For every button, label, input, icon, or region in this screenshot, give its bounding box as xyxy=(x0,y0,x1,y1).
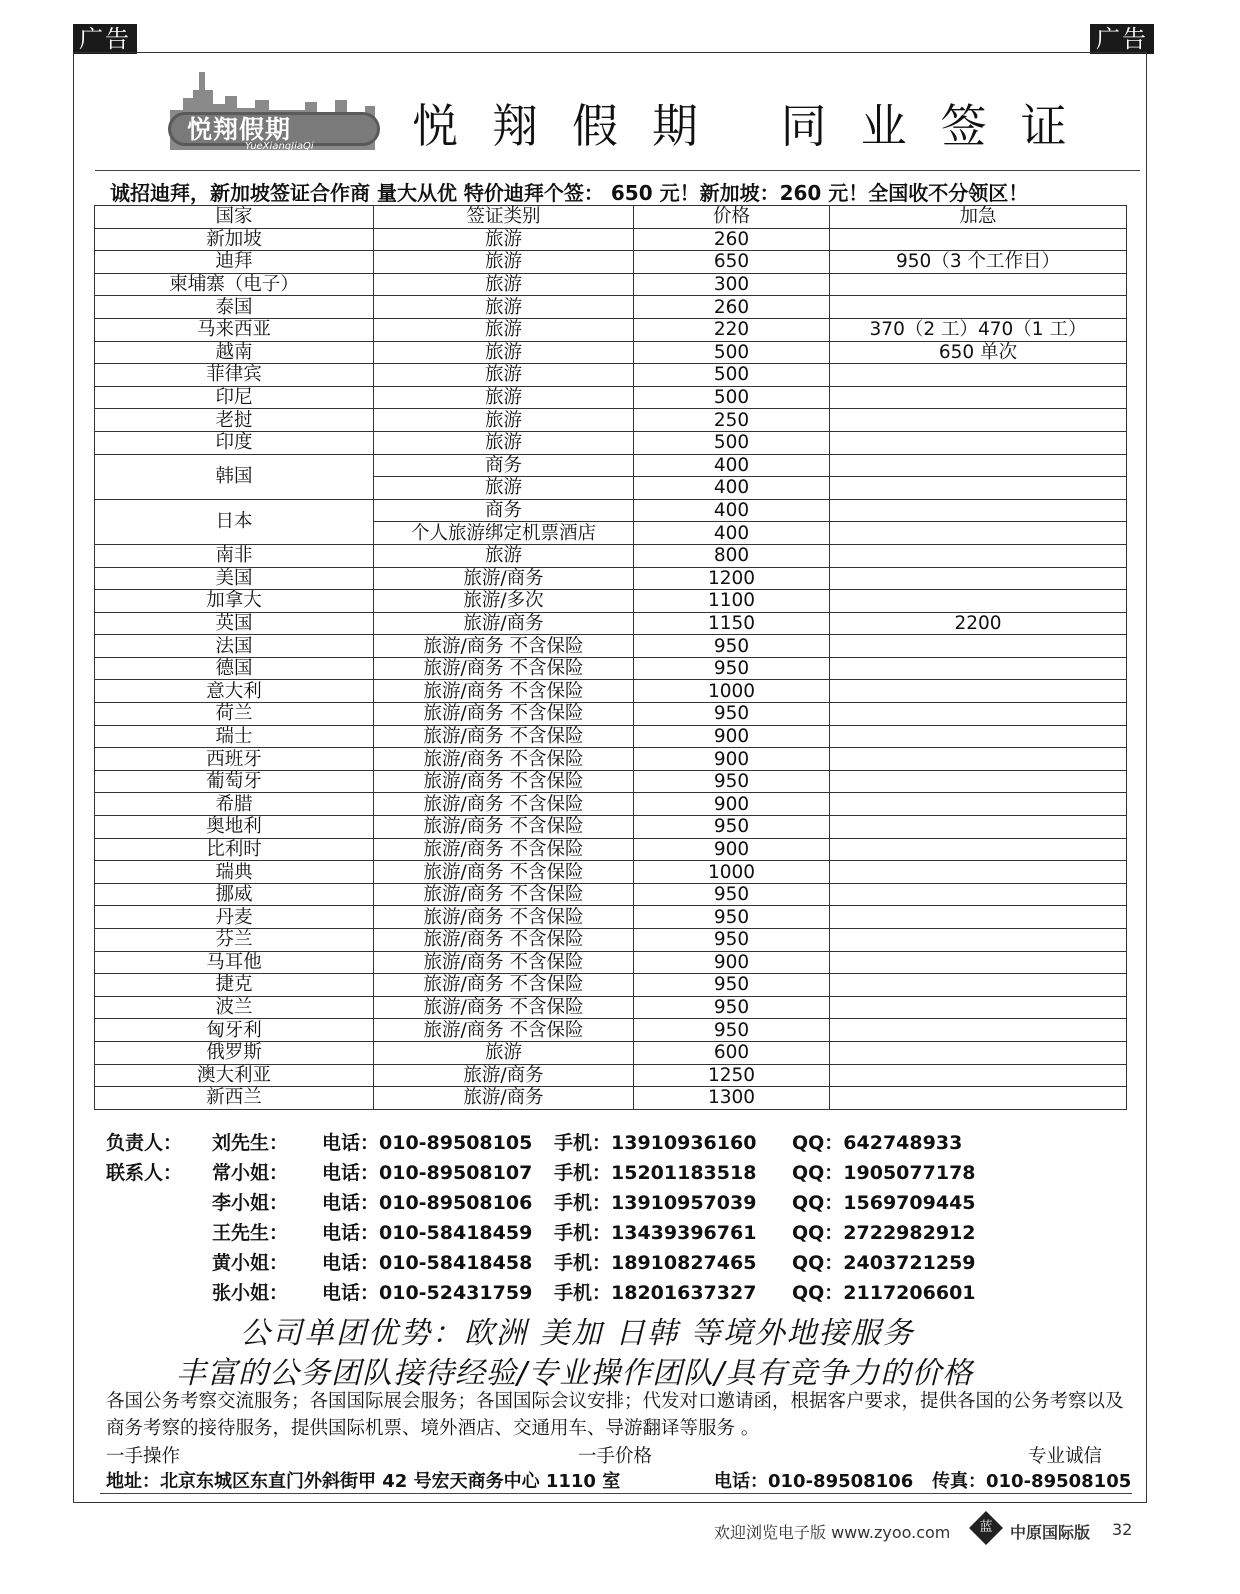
table-row xyxy=(95,364,1127,387)
cell-price: 950 xyxy=(634,816,830,839)
cell-visa-type: 旅游 xyxy=(374,251,634,274)
page-number: 32 xyxy=(1112,1520,1133,1539)
cell-price: 900 xyxy=(634,838,830,861)
cell-rush xyxy=(830,748,1127,771)
header-rush: 加急 xyxy=(830,206,1127,229)
logo-pinyin: YueXiangJiaQi xyxy=(245,141,314,152)
cell-price: 950 xyxy=(634,770,830,793)
table-row xyxy=(95,341,1127,364)
cell-price: 220 xyxy=(634,318,830,341)
table-row xyxy=(95,612,1127,635)
cell-country: 韩国 xyxy=(95,454,374,499)
table-row xyxy=(95,544,1127,567)
cell-price: 400 xyxy=(634,499,830,522)
contact-qq: QQ：2722982912 xyxy=(792,1222,976,1244)
cell-country: 瑞士 xyxy=(95,725,374,748)
cell-rush xyxy=(830,544,1127,567)
edition-name: 中原国际版 xyxy=(1010,1523,1091,1542)
cell-rush xyxy=(830,816,1127,839)
cell-country: 西班牙 xyxy=(95,748,374,771)
cell-country: 老挝 xyxy=(95,409,374,432)
table-row xyxy=(95,1064,1127,1087)
cell-price: 950 xyxy=(634,703,830,726)
cell-country: 挪威 xyxy=(95,883,374,906)
cell-visa-type: 旅游/商务 不含保险 xyxy=(374,929,634,952)
cell-visa-type: 旅游 xyxy=(374,318,634,341)
cell-visa-type: 旅游/商务 不含保险 xyxy=(374,680,634,703)
table-row xyxy=(95,635,1127,658)
address-fax: 传真：010-89508105 xyxy=(932,1471,1132,1492)
cell-rush xyxy=(830,386,1127,409)
cell-price: 950 xyxy=(634,883,830,906)
table-row xyxy=(95,567,1127,590)
cell-rush xyxy=(830,657,1127,680)
cell-country: 新西兰 xyxy=(95,1087,374,1110)
contact-mobile: 手机：13439396761 xyxy=(554,1222,757,1244)
visa-price-table xyxy=(94,205,1127,1110)
cell-rush: 950（3 个工作日） xyxy=(830,251,1127,274)
table-row xyxy=(95,906,1127,929)
cell-country: 美国 xyxy=(95,567,374,590)
table-row xyxy=(95,251,1127,274)
cell-price: 1000 xyxy=(634,680,830,703)
cell-price: 400 xyxy=(634,477,830,500)
cell-price: 500 xyxy=(634,431,830,454)
contact-qq: QQ：1569709445 xyxy=(792,1192,976,1214)
cell-price: 900 xyxy=(634,725,830,748)
contact-name: 刘先生： xyxy=(212,1132,289,1154)
cell-country: 瑞典 xyxy=(95,861,374,884)
cell-rush xyxy=(830,1019,1127,1042)
company-logo xyxy=(165,70,385,158)
cell-price: 1200 xyxy=(634,567,830,590)
contact-phone: 电话：010-52431759 xyxy=(322,1282,533,1304)
cell-country: 丹麦 xyxy=(95,906,374,929)
cell-price: 400 xyxy=(634,454,830,477)
cell-country: 加拿大 xyxy=(95,590,374,613)
contact-name: 王先生： xyxy=(212,1222,289,1244)
cell-rush: 2200 xyxy=(830,612,1127,635)
contact-name: 常小姐： xyxy=(212,1162,289,1184)
cell-rush xyxy=(830,974,1127,997)
cell-rush xyxy=(830,635,1127,658)
table-row xyxy=(95,929,1127,952)
cell-visa-type: 旅游/商务 xyxy=(374,567,634,590)
visa-table-body xyxy=(95,228,1127,1109)
contact-qq: QQ：2403721259 xyxy=(792,1252,976,1274)
cell-rush xyxy=(830,703,1127,726)
cell-country: 印尼 xyxy=(95,386,374,409)
cell-visa-type: 旅游/商务 不含保险 xyxy=(374,725,634,748)
cell-visa-type: 旅游 xyxy=(374,296,634,319)
cell-country: 越南 xyxy=(95,341,374,364)
cell-visa-type: 旅游/多次 xyxy=(374,590,634,613)
cell-visa-type: 旅游/商务 不含保险 xyxy=(374,635,634,658)
cell-visa-type: 旅游 xyxy=(374,1041,634,1064)
cell-rush xyxy=(830,567,1127,590)
cell-price: 900 xyxy=(634,748,830,771)
cell-country: 柬埔寨（电子） xyxy=(95,273,374,296)
contact-role-label: 联系人： xyxy=(106,1162,183,1184)
cell-rush xyxy=(830,431,1127,454)
cell-country: 捷克 xyxy=(95,974,374,997)
cell-price: 1150 xyxy=(634,612,830,635)
cell-visa-type: 旅游/商务 xyxy=(374,612,634,635)
cell-country: 印度 xyxy=(95,431,374,454)
service-description: 各国公务考察交流服务；各国国际展会服务；各国国际会议安排；代发对口邀请函，根据客户要求，提供各国的公务考察以及商务考察的接待服务，提供国际机票、境外酒店、交通用车、导游翻译等服务 。 xyxy=(106,1391,1124,1439)
cell-rush xyxy=(830,590,1127,613)
header-visa-type: 签证类别 xyxy=(374,206,634,229)
site-welcome-link[interactable]: 欢迎浏览电子版 www.zyoo.com xyxy=(714,1523,951,1542)
cell-visa-type: 旅游 xyxy=(374,431,634,454)
contact-qq: QQ：2117206601 xyxy=(792,1282,976,1304)
cell-price: 500 xyxy=(634,386,830,409)
cell-rush xyxy=(830,861,1127,884)
cell-rush xyxy=(830,228,1127,251)
cell-visa-type: 旅游/商务 不含保险 xyxy=(374,996,634,1019)
contact-phone: 电话：010-58418458 xyxy=(322,1252,533,1274)
cell-price: 260 xyxy=(634,296,830,319)
cell-visa-type: 旅游 xyxy=(374,477,634,500)
table-row xyxy=(95,883,1127,906)
table-row xyxy=(95,770,1127,793)
cell-visa-type: 商务 xyxy=(374,499,634,522)
cell-price: 800 xyxy=(634,544,830,567)
experience-slogan: 丰富的公务团队接待经验/专业操作团队/具有竞争力的价格 xyxy=(176,1356,974,1391)
cell-visa-type: 旅游 xyxy=(374,364,634,387)
table-row xyxy=(95,816,1127,839)
cell-visa-type: 旅游/商务 不含保险 xyxy=(374,748,634,771)
cell-country: 法国 xyxy=(95,635,374,658)
cell-country: 菲律宾 xyxy=(95,364,374,387)
cell-country: 南非 xyxy=(95,544,374,567)
contact-mobile: 手机：13910957039 xyxy=(554,1192,757,1214)
contact-phone: 电话：010-89508105 xyxy=(322,1132,533,1154)
table-row xyxy=(95,657,1127,680)
table-row xyxy=(95,951,1127,974)
cell-rush xyxy=(830,273,1127,296)
cell-visa-type: 商务 xyxy=(374,454,634,477)
contact-mobile: 手机：18910827465 xyxy=(554,1252,757,1274)
table-row xyxy=(95,680,1127,703)
table-row xyxy=(95,318,1127,341)
edition-badge-text: 蓝 xyxy=(979,1520,993,1535)
contact-name: 李小姐： xyxy=(212,1192,289,1214)
cell-rush: 370（2 工）470（1 工） xyxy=(830,318,1127,341)
table-row xyxy=(95,748,1127,771)
cell-price: 1100 xyxy=(634,590,830,613)
cell-rush: 650 单次 xyxy=(830,341,1127,364)
cell-price: 600 xyxy=(634,1041,830,1064)
advantage-slogan: 公司单团优势：欧洲 美加 日韩 等境外地接服务 xyxy=(240,1316,915,1351)
company-title: 悦翔假期 同业签证 xyxy=(412,99,1101,153)
header-price: 价格 xyxy=(634,206,830,229)
cell-price: 900 xyxy=(634,951,830,974)
cell-price: 1250 xyxy=(634,1064,830,1087)
table-row xyxy=(95,409,1127,432)
cell-price: 500 xyxy=(634,364,830,387)
cell-price: 260 xyxy=(634,228,830,251)
cell-country: 葡萄牙 xyxy=(95,770,374,793)
contact-qq: QQ：1905077178 xyxy=(792,1162,976,1184)
cell-visa-type: 旅游 xyxy=(374,341,634,364)
company-address: 地址：北京东城区东直门外斜街甲 42 号宏天商务中心 1110 室 xyxy=(106,1471,621,1492)
cell-visa-type: 旅游 xyxy=(374,228,634,251)
contact-qq: QQ：642748933 xyxy=(792,1132,963,1154)
cell-visa-type: 旅游/商务 不含保险 xyxy=(374,770,634,793)
table-row xyxy=(95,703,1127,726)
cell-rush xyxy=(830,929,1127,952)
cell-country: 泰国 xyxy=(95,296,374,319)
contact-mobile: 手机：15201183518 xyxy=(554,1162,757,1184)
cell-price: 500 xyxy=(634,341,830,364)
cell-country: 马来西亚 xyxy=(95,318,374,341)
cell-visa-type: 个人旅游绑定机票酒店 xyxy=(374,522,634,545)
ad-tag-left: 广告 xyxy=(73,24,137,54)
header-divider xyxy=(95,170,1140,171)
cell-price: 650 xyxy=(634,251,830,274)
cell-rush xyxy=(830,477,1127,500)
contact-role-label: 负责人： xyxy=(106,1132,183,1154)
cell-country: 英国 xyxy=(95,612,374,635)
cell-rush xyxy=(830,1064,1127,1087)
cell-price: 950 xyxy=(634,1019,830,1042)
motto-professional-integrity: 专业诚信 xyxy=(1028,1446,1103,1467)
cell-price: 950 xyxy=(634,974,830,997)
cell-price: 1300 xyxy=(634,1087,830,1110)
cell-rush xyxy=(830,838,1127,861)
contact-phone: 电话：010-89508106 xyxy=(322,1192,533,1214)
cell-visa-type: 旅游 xyxy=(374,409,634,432)
cell-rush xyxy=(830,770,1127,793)
cell-price: 950 xyxy=(634,906,830,929)
table-row xyxy=(95,725,1127,748)
cell-country: 马耳他 xyxy=(95,951,374,974)
contact-mobile: 手机：13910936160 xyxy=(554,1132,757,1154)
cell-rush xyxy=(830,793,1127,816)
motto-first-hand-price: 一手价格 xyxy=(578,1446,653,1467)
cell-price: 1000 xyxy=(634,861,830,884)
table-row xyxy=(95,1087,1127,1110)
contact-phone: 电话：010-58418459 xyxy=(322,1222,533,1244)
cell-visa-type: 旅游/商务 不含保险 xyxy=(374,838,634,861)
cell-rush xyxy=(830,996,1127,1019)
table-header-row xyxy=(95,206,1127,229)
table-row xyxy=(95,861,1127,884)
cell-rush xyxy=(830,454,1127,477)
table-row xyxy=(95,296,1127,319)
cell-rush xyxy=(830,409,1127,432)
cell-price: 400 xyxy=(634,522,830,545)
cell-visa-type: 旅游 xyxy=(374,386,634,409)
cell-country: 匈牙利 xyxy=(95,1019,374,1042)
cell-country: 俄罗斯 xyxy=(95,1041,374,1064)
cell-country: 芬兰 xyxy=(95,929,374,952)
cell-rush xyxy=(830,725,1127,748)
cell-country: 新加坡 xyxy=(95,228,374,251)
cell-visa-type: 旅游/商务 不含保险 xyxy=(374,951,634,974)
table-row xyxy=(95,1019,1127,1042)
cell-rush xyxy=(830,883,1127,906)
cell-price: 250 xyxy=(634,409,830,432)
table-row xyxy=(95,228,1127,251)
cell-visa-type: 旅游/商务 不含保险 xyxy=(374,816,634,839)
cell-visa-type: 旅游/商务 xyxy=(374,1087,634,1110)
cell-price: 950 xyxy=(634,657,830,680)
table-row xyxy=(95,386,1127,409)
cell-rush xyxy=(830,680,1127,703)
promo-banner: 诚招迪拜，新加坡签证合作商 量大从优 特价迪拜个签： 650 元！新加坡：260 元！全国收不分领区！ xyxy=(110,181,1029,205)
cell-price: 950 xyxy=(634,929,830,952)
cell-rush xyxy=(830,499,1127,522)
cell-visa-type: 旅游/商务 不含保险 xyxy=(374,703,634,726)
contact-name: 张小姐： xyxy=(212,1282,289,1304)
cell-rush xyxy=(830,906,1127,929)
table-row xyxy=(95,454,1127,477)
cell-country: 日本 xyxy=(95,499,374,544)
cell-rush xyxy=(830,1041,1127,1064)
table-row xyxy=(95,1041,1127,1064)
cell-country: 澳大利亚 xyxy=(95,1064,374,1087)
table-row xyxy=(95,273,1127,296)
table-row xyxy=(95,838,1127,861)
footer-divider xyxy=(100,1493,1132,1494)
cell-visa-type: 旅游/商务 不含保险 xyxy=(374,906,634,929)
table-row xyxy=(95,499,1127,522)
cell-price: 300 xyxy=(634,273,830,296)
cell-visa-type: 旅游/商务 不含保险 xyxy=(374,861,634,884)
address-phone: 电话：010-89508106 xyxy=(714,1471,914,1492)
cell-visa-type: 旅游/商务 不含保险 xyxy=(374,657,634,680)
cell-rush xyxy=(830,522,1127,545)
cell-visa-type: 旅游 xyxy=(374,544,634,567)
cell-country: 迪拜 xyxy=(95,251,374,274)
table-row xyxy=(95,793,1127,816)
table-row xyxy=(95,996,1127,1019)
motto-first-hand-operation: 一手操作 xyxy=(106,1446,181,1467)
cell-price: 950 xyxy=(634,635,830,658)
table-row xyxy=(95,590,1127,613)
cell-price: 900 xyxy=(634,793,830,816)
contact-name: 黄小姐： xyxy=(212,1252,289,1274)
cell-visa-type: 旅游/商务 不含保险 xyxy=(374,1019,634,1042)
header-country: 国家 xyxy=(95,206,374,229)
contact-phone: 电话：010-89508107 xyxy=(322,1162,533,1184)
cell-price: 950 xyxy=(634,996,830,1019)
cell-rush xyxy=(830,296,1127,319)
cell-visa-type: 旅游 xyxy=(374,273,634,296)
cell-country: 比利时 xyxy=(95,838,374,861)
ad-tag-right: 广告 xyxy=(1090,24,1154,54)
cell-country: 意大利 xyxy=(95,680,374,703)
contact-mobile: 手机：18201637327 xyxy=(554,1282,757,1304)
cell-country: 奥地利 xyxy=(95,816,374,839)
cell-country: 荷兰 xyxy=(95,703,374,726)
cell-visa-type: 旅游/商务 不含保险 xyxy=(374,883,634,906)
edition-badge-icon xyxy=(969,1511,1003,1545)
cell-visa-type: 旅游/商务 不含保险 xyxy=(374,974,634,997)
cell-country: 德国 xyxy=(95,657,374,680)
cell-visa-type: 旅游/商务 xyxy=(374,1064,634,1087)
cell-rush xyxy=(830,951,1127,974)
cell-country: 波兰 xyxy=(95,996,374,1019)
cell-rush xyxy=(830,364,1127,387)
logo-text: 悦翔假期 xyxy=(187,115,292,144)
table-row xyxy=(95,431,1127,454)
cell-country: 希腊 xyxy=(95,793,374,816)
table-row xyxy=(95,974,1127,997)
cell-visa-type: 旅游/商务 不含保险 xyxy=(374,793,634,816)
cell-rush xyxy=(830,1087,1127,1110)
